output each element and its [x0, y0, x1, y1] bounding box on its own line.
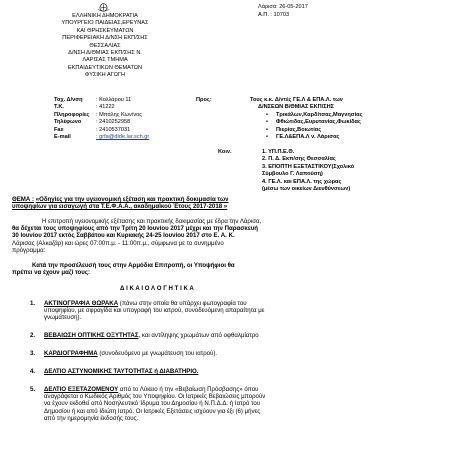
contact-value: : 2410252958 [96, 119, 131, 126]
cc-block [262, 149, 354, 193]
cc-item: 4. ΓΕ.Λ. και ΕΠΑ.Λ. της χώρας [262, 178, 342, 185]
cc-item: (μέσω των οικείων Διευθύνσεων) [262, 186, 351, 193]
document-item: 1. ΑΚΤΙΝΟΓΡΑΦΙΑ ΘΩΡΑΚΑ (πάνω στην οποία θα υπάρχει φωτογραφία του υποψηφίου, με σφραγίδα και υπογραφή του ιατρού, συνοδευόμενη απαραίτητα με γνωμάτευση). [30, 300, 265, 322]
authority-line: ΛΑΡΙΣΑΣ ΤΜΗΜΑ [82, 57, 128, 64]
document-item: 5. ΔΕΛΤΙΟ ΕΞΕΤΑΖΟΜΕΝΟΥ από το Λύκειο ή την «Βεβαίωση Πρόσβασης» όπου αναγράφεται ο Κωδικός Αριθμός του Υποψηφίου. Οι Ιατρικές Βεβαιώσεις μπορούν να έχουν εκδοθεί από Νοσηλευτικό Ίδρυμα του Δημοσίου ή Ν.Π.Δ.Δ. ή Ιατρό του Δημοσίου ή και από Ιδιώτη Ιατρό. Οι Ιατρικές Εξετάσεις ισχύουν για έξι (6) μήνες από την ημερομηνία έκδοσής τους. [30, 386, 266, 422]
contact-row [54, 104, 149, 111]
document-item: 4. ΔΕΛΤΙΟ ΑΣΤΥΝΟΜΙΚΗΣ ΤΑΥΤΟΤΗΤΑΣ ή ΔΙΑΒΑΤΗΡΙΟ. [30, 368, 199, 375]
contact-value: : Κολλάρου 11 [96, 97, 132, 103]
contact-row [54, 127, 149, 134]
intro-line: 30 Ιουνίου 2017 εκτός Σαββάτου και Κυριακής 24-25 Ιουνίου 2017 στο Ε. Α. Κ. [12, 232, 235, 240]
recipient-item: • Τρικάλων,Καρδίτσας,Μαγνησίας [266, 111, 363, 118]
intro-line: Λάρισας (Αλκαζάρ) και ώρες 07:00π.μ. - 11:00π.μ., σύμφωνα με το συνημμένο [12, 239, 224, 247]
authority-line: ΠΕΡΙΦΕΡΕΙΑΚΗ Δ/ΝΣΗ ΕΚΠ/ΣΗΣ [62, 35, 148, 42]
cc-item: Σύμβουλο Γ. Λαπούση) [262, 171, 323, 178]
recipients-label: Προς: [196, 97, 212, 103]
document-date: Λάρισα: 26-05-2017 [258, 4, 308, 10]
cc-item: 2. Π. Δ. Εκπ/σης Θεσσαλίας [262, 156, 336, 163]
intro-line: πρόγραμμα: [12, 246, 46, 254]
document-item: 3. ΚΑΡΔΙΟΓΡΑΦΗΜΑ (συνοδευόμενο με γνωμάτευση του ιατρού). [30, 350, 218, 357]
contact-value: : 41222 [96, 104, 115, 111]
email-link[interactable]: : grfa@dide.lar.sch.gr [96, 134, 150, 141]
instruction-line: πρέπει να έχουν μαζί τους: [12, 269, 91, 277]
contact-label: Ταχ. Δ/νση [54, 97, 83, 103]
cc-label: Κοιν. [218, 149, 232, 155]
documents-title: Δ Ι Κ Α Ι Ο Λ Ο Γ Η Τ Ι Κ Α [120, 285, 194, 292]
authority-line: ΚΑΙ ΘΡΗΣΚΕΥΜΑΤΩΝ [76, 27, 134, 34]
subject [12, 196, 228, 210]
recipient-item: • ΓΕ.Λ&ΕΠΑ.Λ ν. Λάρισας [266, 134, 340, 141]
authority-line: ΕΚΠΑΙΔΕΥΤΙΚΩΝ ΘΕΜΑΤΩΝ [67, 64, 143, 71]
document-item: 2. ΒΕΒΑΙΩΣΗ ΟΠΤΙΚΗΣ ΟΞΥΤΗΤΑΣ, και αντίληψης χρωμάτων από οφθαλμίατρο [30, 332, 259, 339]
subject-line: υποψηφίων για εισαγωγή στα Τ.Ε.Φ.Α.Α., ακαδημαϊκού Έτους 2017-2018 » [12, 203, 228, 211]
intro-line: Η επιτροπή υγειονομικής εξέτασης και πρακτικής δοκιμασίας με έδρα την Λάρισα, [42, 218, 262, 225]
authority-line: ΕΛΛΗΝΙΚΗ ΔΗΜΟΚΡΑΤΙΑ [72, 13, 138, 19]
recipient-item: • Πιερίας,Βοιωτίας [266, 126, 322, 133]
cc-item: 1. ΥΠ.Π.Ε.Θ. [262, 149, 295, 155]
contact-label: E-mail [54, 134, 71, 141]
instruction-line: Κατά την προσέλευσή τους στην Αρμόδια Επιτροπή, οι Υποψήφιοι θα [32, 262, 235, 269]
contact-row [54, 112, 149, 119]
recipients-line: Δ/ΝΣΕΩΝ Β/ΘΜΙΑΣ ΕΚΠ/ΣΗΣ [258, 104, 335, 111]
issuing-authority [10, 13, 200, 80]
contact-label: Τ.Κ. [54, 104, 64, 111]
contact-row [54, 97, 149, 104]
recipients-line: Τους κ.κ. Δ/ντές ΓΕ.Λ & ΕΠΑ.Λ. των [250, 97, 343, 103]
authority-line: ΥΠΟΥΡΓΕΙΟ ΠΑΙΔΕΙΑΣ,ΕΡΕΥΝΑΣ [61, 20, 149, 27]
recipient-item: • Φθιώτιδας,Ευρυτανίας,Φωκίδας [266, 119, 361, 126]
contact-row [54, 134, 149, 141]
intro-line: θα δέχεται τους υποψηφίους από την Τρίτη 20 Ιουνίου 2017 μέχρι και την Παρασκευή [12, 225, 258, 233]
authority-line: ΦΥΣΙΚΗ ΑΓΩΓΗ [84, 72, 126, 79]
greek-crest-icon [97, 3, 110, 12]
subject-line: ΘΕΜΑ : «Οδηγίες για την υγειονομική εξέταση και πρακτική δοκιμασία των [12, 196, 229, 203]
contact-block [54, 97, 149, 141]
authority-line: ΘΕΣΣΑΛΙΑΣ [89, 42, 121, 49]
intro-paragraph [12, 218, 261, 254]
recipients-block [250, 97, 363, 141]
protocol-number: Α.Π. : 10703 [258, 12, 290, 18]
contact-label: Πληροφορίες [54, 111, 90, 118]
contact-value: : Μπάλης Κων/νος [96, 111, 142, 118]
cc-item: 3. ΕΠΟΠΤΗ ΕΞΕΤΑΣΤΙΚΟΥ(Σχολικό [262, 163, 355, 170]
contact-row [54, 119, 149, 126]
authority-line: Δ/ΝΣΗ Δ/ΘΜΙΑΣ ΕΚΠ/ΣΗΣ Ν. [68, 50, 142, 57]
instruction [12, 262, 235, 276]
contact-label: Fax [54, 126, 64, 133]
contact-label: Τηλέφωνο [54, 119, 82, 126]
contact-value: : 2410537031 [96, 126, 131, 133]
